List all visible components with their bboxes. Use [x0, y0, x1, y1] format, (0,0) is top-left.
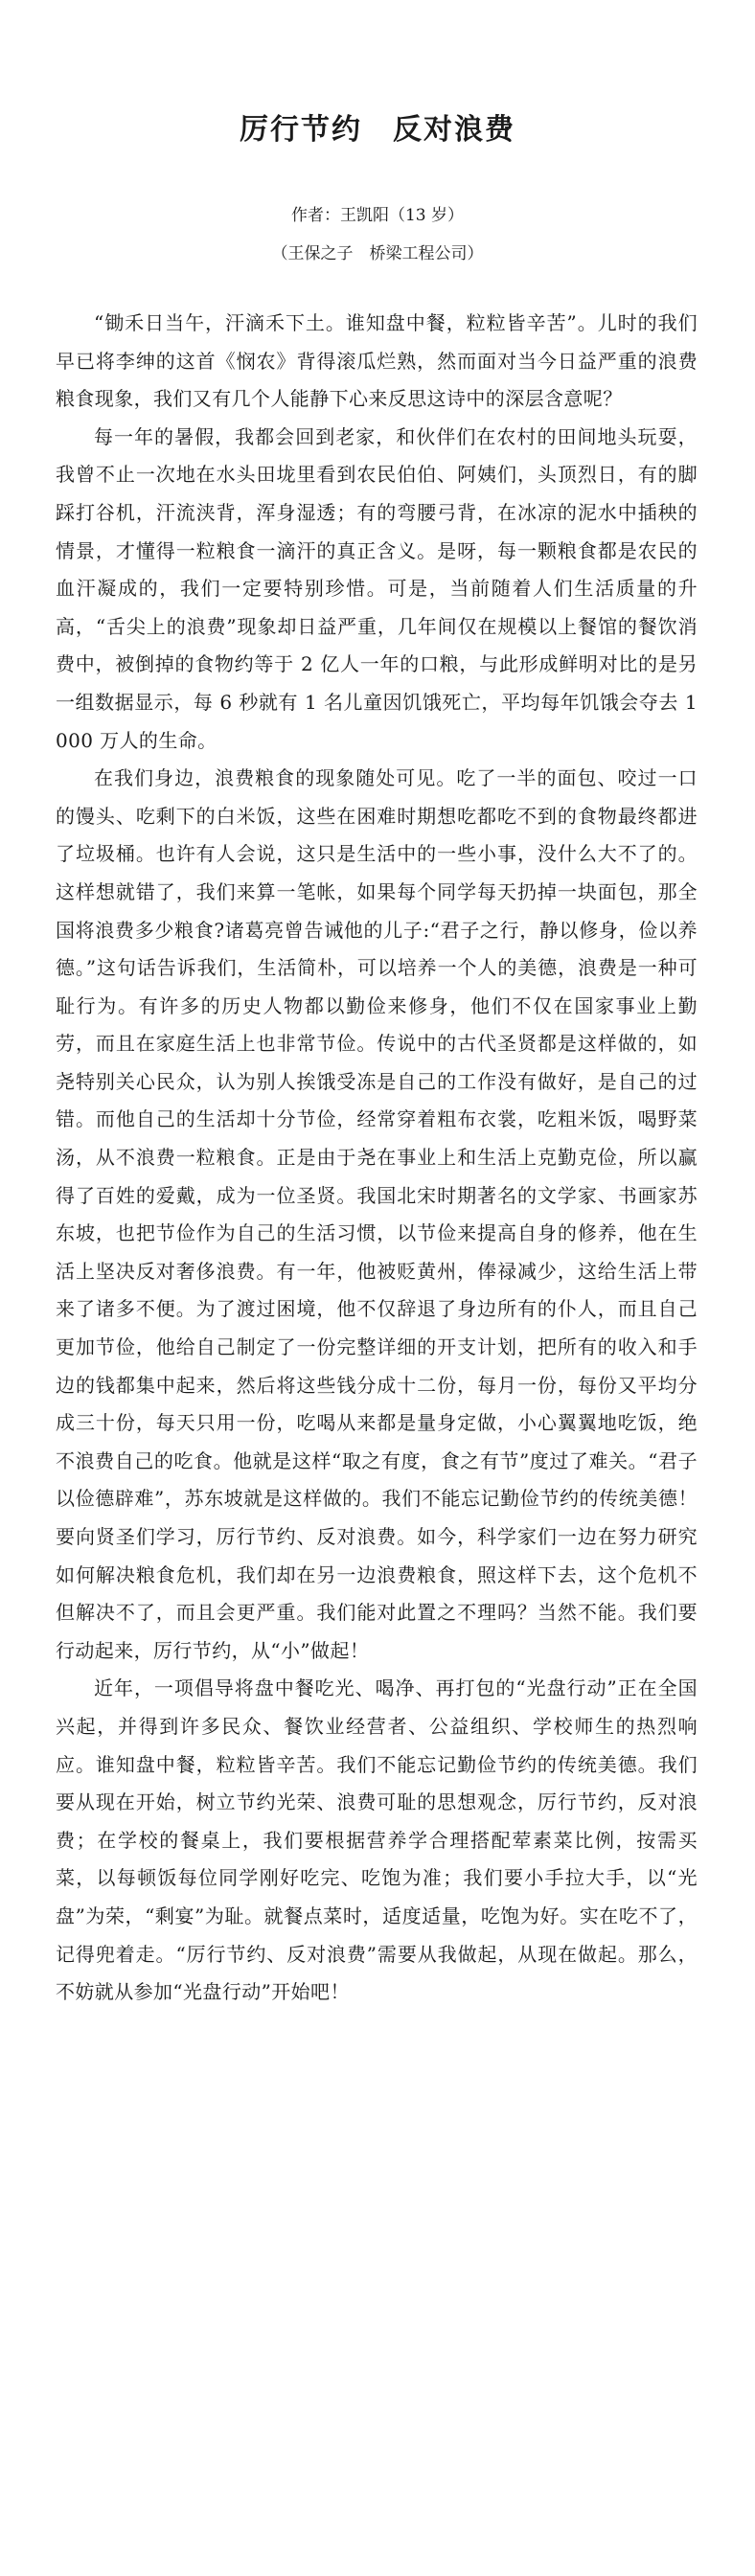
paragraph-1: “锄禾日当午，汗滴禾下土。谁知盘中餐，粒粒皆辛苦”。儿时的我们早已将李绅的这首《悯农》背得滚瓜烂熟，然而面对当今日益严重的浪费粮食现象，我们又有几个人能静下心来反思这诗中的深层含意呢？	[56, 311, 698, 411]
author-affiliation: （王保之子 桥梁工程公司）	[271, 244, 484, 263]
author-line: 作者：王凯阳（13 岁）	[290, 206, 465, 225]
article-title: 厉行节约 反对浪费	[240, 113, 515, 147]
article-body	[56, 305, 698, 2012]
paragraph-3: 在我们身边，浪费粮食的现象随处可见。吃了一半的面包、咬过一口的馒头、吃剩下的白米饭，这些在困难时期想吃都吃不到的食物最终都进了垃圾桶。也许有人会说，这只是生活中的一些小事，没什么大不了的。这样想就错了，我们来算一笔帐，如果每个同学每天扔掉一块面包，那全国将浪费多少粮食?诸葛亮曾告诫他的儿子:“君子之行，静以修身，俭以养德。”这句话告诉我们，生活简朴，可以培养一个人的美德，浪费是一种可耻行为。有许多的历史人物都以勤俭来修身，他们不仅在国家事业上勤劳，而且在家庭生活上也非常节俭。传说中的古代圣贤都是这样做的，如尧特别关心民众，认为别人挨饿受冻是自己的工作没有做好，是自己的过错。而他自己的生活却十分节俭，经常穿着粗布衣裳，吃粗米饭，喝野菜汤，从不浪费一粒粮食。正是由于尧在事业上和生活上克勤克俭，所以赢得了百姓的爱戴，成为一位圣贤。我国北宋时期著名的文学家、书画家苏东坡，也把节俭作为自己的生活习惯，以节俭来提高自身的修养，他在生活上坚决反对奢侈浪费。有一年，他被贬黄州，俸禄减少，这给生活上带来了诸多不便。为了渡过困境，他不仅辞退了身边所有的仆人，而且自己更加节俭，他给自己制定了一份完整详细的开支计划，把所有的收入和手边的钱都集中起来，然后将这些钱分成十二份，每月一份，每份又平均分成三十份，每天只用一份，吃喝从来都是量身定做，小心翼翼地吃饭，绝不浪费自己的吃食。他就是这样“取之有度，食之有节”度过了难关。“君子以俭德辟难”，苏东坡就是这样做的。我们不能忘记勤俭节约的传统美德！要向贤圣们学习，厉行节约、反对浪费。如今，科学家们一边在努力研究如何解决粮食危机，我们却在另一边浪费粮食，照这样下去，这个危机不但解决不了，而且会更严重。我们能对此置之不理吗？当然不能。我们要行动起来，厉行节约，从“小”做起！	[56, 766, 698, 1662]
paragraph-2: 每一年的暑假，我都会回到老家，和伙伴们在农村的田间地头玩耍，我曾不止一次地在水头田垅里看到农民伯伯、阿姨们，头顶烈日，有的脚踩打谷机，汗流浃背，浑身湿透；有的弯腰弓背，在冰凉的泥水中插秧的情景，才懂得一粒粮食一滴汗的真正含义。是呀，每一颗粮食都是农民的血汗凝成的，我们一定要特别珍惜。可是，当前随着人们生活质量的升高，“舌尖上的浪费”现象却日益严重，几年间仅在规模以上餐馆的餐饮消费中，被倒掉的食物约等于 2 亿人一年的口粮，与此形成鲜明对比的是另一组数据显示，每 6 秒就有 1 名儿童因饥饿死亡，平均每年饥饿会夺去 1000 万人的生命。	[56, 424, 698, 752]
paragraph-4: 近年，一项倡导将盘中餐吃光、喝净、再打包的“光盘行动”正在全国兴起，并得到许多民众、餐饮业经营者、公益组织、学校师生的热烈响应。谁知盘中餐，粒粒皆辛苦。我们不能忘记勤俭节约的传统美德。我们要从现在开始，树立节约光荣、浪费可耻的思想观念，厉行节约，反对浪费；在学校的餐桌上，我们要根据营养学合理搭配荤素菜比例，按需买菜，以每顿饭每位同学刚好吃完、吃饱为准；我们要小手拉大手，以“光盘”为荣，“剩宴”为耻。就餐点菜时，适度适量，吃饱为好。实在吃不了，记得兜着走。“厉行节约、反对浪费”需要从我做起，从现在做起。那么，不妨就从参加“光盘行动”开始吧！	[56, 1676, 698, 2004]
